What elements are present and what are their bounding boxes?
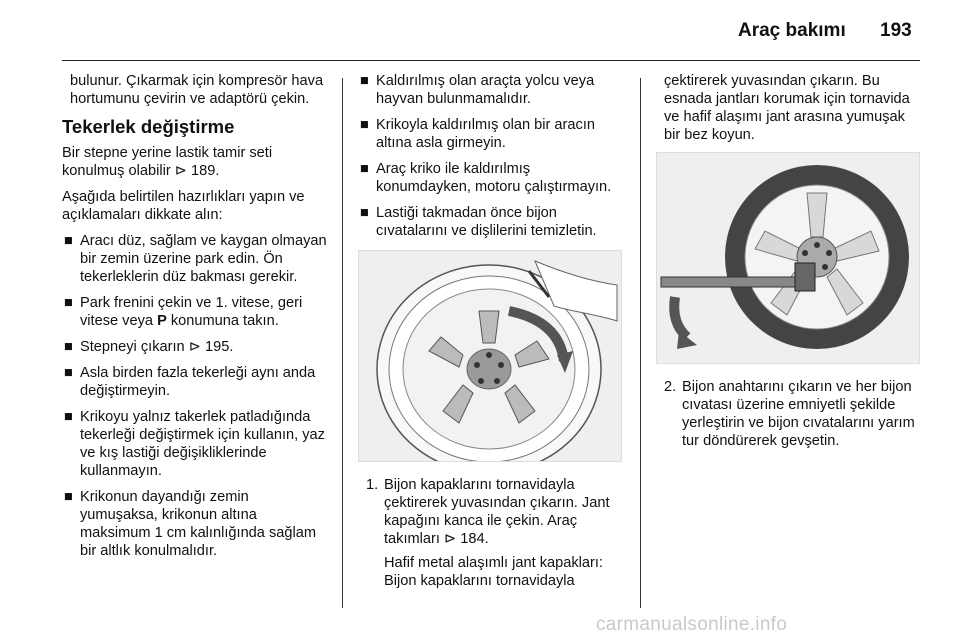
page-number: 193	[880, 20, 912, 41]
bullet-icon: ■	[64, 365, 73, 381]
section-heading: Tekerlek değiştirme	[62, 116, 235, 137]
watermark: carmanualsonline.info	[596, 614, 788, 635]
column-2	[358, 72, 626, 590]
step-2: 2. Bijon anahtarını çıkarın ve her bijon cıvatası üzerine emniyetli şekilde yerleştirin ve bijon cıvatalarını yarım tur döndürerek gevşetin.	[664, 379, 915, 449]
paragraph-preparations: Aşağıda belirtilen hazırlıkları yapın ve açıklamaları dikkate alın:	[62, 189, 305, 223]
page-header	[0, 0, 960, 62]
list-item: ■ Asla birden fazla tekerleği aynı anda değiştirmeyin.	[64, 365, 316, 399]
bullet-icon: ■	[360, 73, 369, 89]
list-item: ■ Krikoyu yalnız takerlek patladığında tekerleği değiştirmek için kullanın, yaz ve kış lastiği değişikliklerinde kullanmayın.	[64, 409, 325, 479]
column-1	[62, 72, 328, 568]
preparation-list	[62, 232, 328, 560]
safety-list	[358, 72, 626, 240]
list-item: ■ Kaldırılmış olan araçta yolcu veya hayvan bulunmamalıdır.	[360, 73, 595, 107]
column-divider-2	[640, 78, 641, 608]
header-divider	[62, 60, 920, 61]
wheel-wrench-illustration	[656, 152, 920, 364]
intro-paragraph: bulunur. Çıkarmak için kompresör hava hortumunu çevirin ve adaptörü çekin.	[70, 73, 324, 107]
continued-paragraph: çektirerek yuvasından çıkarın. Bu esnada jantları korumak için tornavida ve hafif alaşımı jant arasına yumuşak bir bez koyun.	[664, 73, 910, 143]
list-item: ■ Stepneyi çıkarın ⊳ 195.	[64, 339, 234, 355]
wheel-wrench-illustration-svg	[657, 153, 919, 363]
bullet-icon: ■	[64, 489, 73, 505]
list-item: ■ Krikoyla kaldırılmış olan bir aracın altına asla girmeyin.	[360, 117, 595, 151]
bullet-icon: ■	[64, 409, 73, 425]
wheel-cap-illustration-svg	[359, 251, 621, 461]
wheel-cap-removal-illustration	[358, 250, 622, 462]
list-item: ■ Krikonun dayandığı zemin yumuşaksa, krikonun altına maksimum 1 cm kalınlığında sağlam bir altlık konulmalıdır.	[64, 489, 317, 559]
paragraph-repair-kit: Bir stepne yerine lastik tamir seti konulmuş olabilir ⊳ 189.	[62, 145, 273, 179]
step-1: 1. Bijon kapaklarını tornavidayla çektirerek yuvasından çıkarın. Jant kapağını kanca ile çekin. Araç takımları ⊳ 184.	[366, 477, 610, 547]
bullet-icon: ■	[360, 117, 369, 133]
list-item: ■ Aracı düz, sağlam ve kaygan olmayan bir zemin üzerine park edin. Ön tekerleklerin düz bakması gerekir.	[64, 233, 327, 285]
list-item: ■ Park frenini çekin ve 1. vitese, geri vitese veya P konumuna takın.	[64, 295, 303, 329]
bullet-icon: ■	[360, 161, 369, 177]
section-title: Araç bakımı	[738, 20, 846, 41]
list-item: ■ Araç kriko ile kaldırılmış konumdayken, motoru çalıştırmayın.	[360, 161, 612, 195]
bullet-icon: ■	[64, 233, 73, 249]
step-number: 2.	[664, 379, 677, 395]
bullet-icon: ■	[64, 339, 73, 355]
bullet-icon: ■	[360, 205, 369, 221]
column-divider-1	[342, 78, 343, 608]
column-3	[656, 72, 924, 456]
step-1-alloy-note: Hafif metal alaşımlı jant kapakları: Bijon kapaklarını tornavidayla	[384, 555, 603, 589]
bullet-icon: ■	[64, 295, 73, 311]
step-number: 1.	[366, 477, 379, 493]
list-item: ■ Lastiği takmadan önce bijon cıvatalarını ve dişlilerini temizletin.	[360, 205, 597, 239]
